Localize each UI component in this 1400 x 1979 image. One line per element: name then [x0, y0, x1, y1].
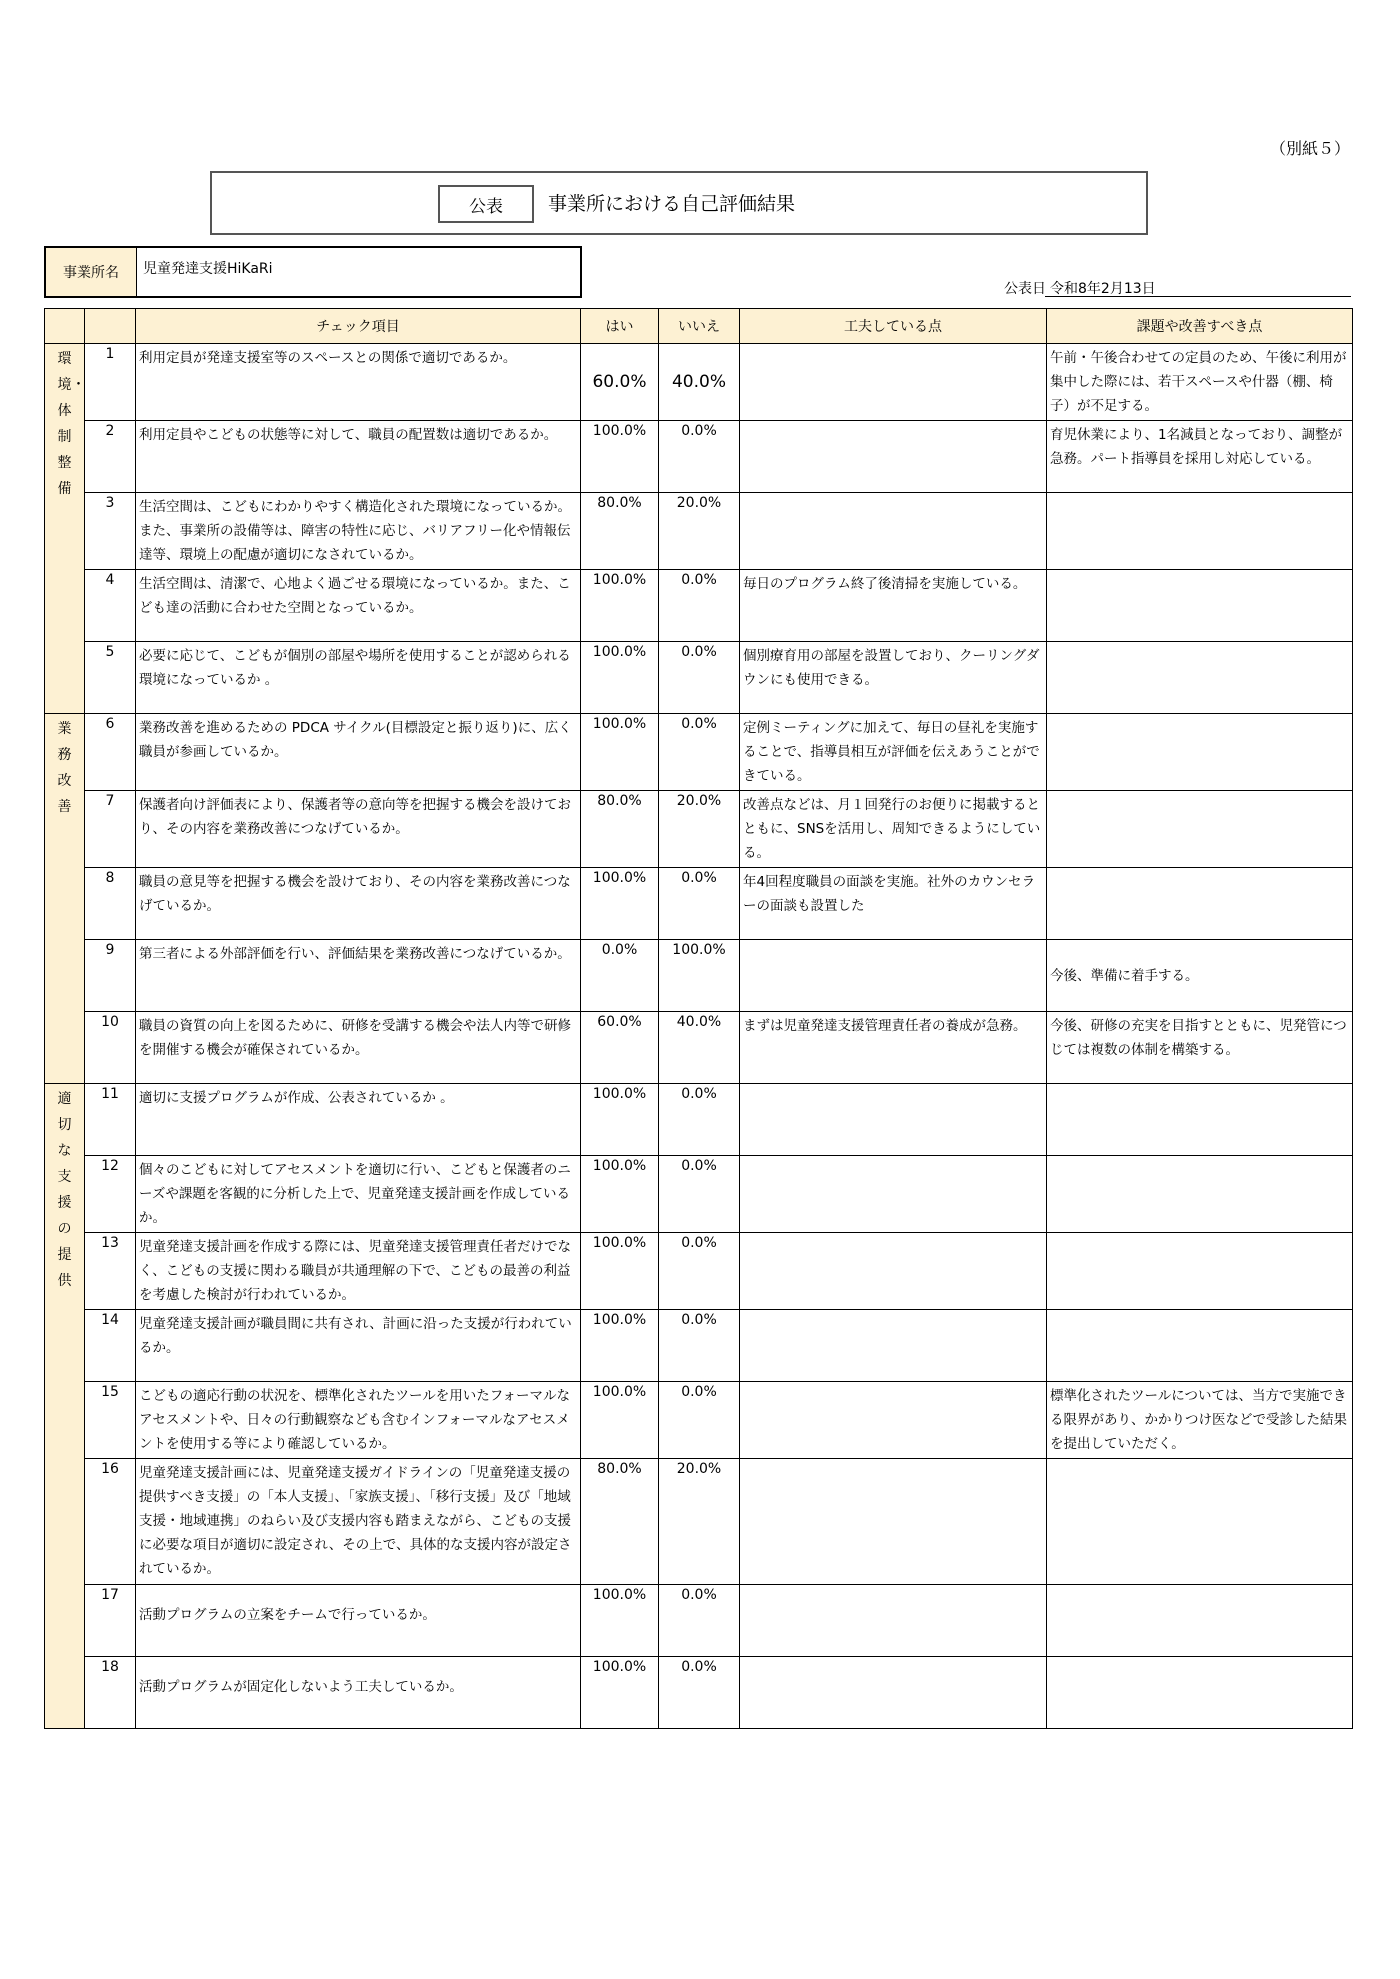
- check-item: 児童発達支援計画には、児童発達支援ガイドラインの「児童発達支援の提供すべき支援」の「本人支援」、「家族支援」、「移行支援」及び「地域支援・地域連携」のねらい及び支援内容も踏まえながら、こどもの支援に必要な項目が適切に設定され、その上で、具体的な支援内容が設定されているか。: [136, 1459, 581, 1585]
- row-number: 4: [85, 570, 136, 642]
- table-row: [45, 1459, 1353, 1585]
- row-number: 8: [85, 868, 136, 940]
- row-number: 12: [85, 1156, 136, 1233]
- issue-note: 標準化されたツールについては、当方で実施できる限界があり、かかりつけ医などで受診した結果を提出していただく。: [1047, 1382, 1353, 1459]
- no-percent: 20.0%: [659, 1459, 740, 1585]
- row-number: 18: [85, 1657, 136, 1729]
- issue-note: [1047, 642, 1353, 714]
- check-item: 児童発達支援計画を作成する際には、児童発達支援管理責任者だけでなく、こどもの支援に関わる職員が共通理解の下で、こどもの最善の利益を考慮した検討が行われているか。: [136, 1233, 581, 1310]
- annex-label: （別紙５）: [1270, 139, 1351, 158]
- yes-percent: 60.0%: [581, 344, 659, 421]
- office-name: 児童発達支援HiKaRi: [143, 261, 273, 277]
- yes-percent: 100.0%: [581, 1585, 659, 1657]
- yes-percent: 80.0%: [581, 791, 659, 868]
- check-item: 活動プログラムの立案をチームで行っているか。: [136, 1585, 581, 1657]
- section-business-improvement: [45, 714, 85, 1084]
- table-row: [45, 421, 1353, 493]
- office-box: [44, 246, 582, 298]
- row-number: 5: [85, 642, 136, 714]
- issue-note: 午前・午後合わせての定員のため、午後に利用が集中した際には、若干スペースや什器（棚、椅子）が不足する。: [1047, 344, 1353, 421]
- yes-percent: 80.0%: [581, 1459, 659, 1585]
- header-check-item: チェック項目: [136, 309, 581, 344]
- effort-note: [740, 1310, 1047, 1382]
- section-label: 環境・体制整備: [57, 351, 86, 497]
- row-number: 10: [85, 1012, 136, 1084]
- effort-note: [740, 1657, 1047, 1729]
- row-number: 16: [85, 1459, 136, 1585]
- effort-note: 毎日のプログラム終了後清掃を実施している。: [740, 570, 1047, 642]
- issue-note: 今後、研修の充実を目指すとともに、児発管につじては複数の体制を構築する。: [1047, 1012, 1353, 1084]
- table-row: [45, 1156, 1353, 1233]
- table-row: [45, 1657, 1353, 1729]
- section-environment: [45, 344, 85, 714]
- table-row: [45, 1084, 1353, 1156]
- no-percent: 0.0%: [659, 1310, 740, 1382]
- evaluation-table: [44, 308, 1353, 1729]
- no-percent: 0.0%: [659, 714, 740, 791]
- row-number: 6: [85, 714, 136, 791]
- no-percent: 0.0%: [659, 868, 740, 940]
- row-number: 14: [85, 1310, 136, 1382]
- table-row: [45, 868, 1353, 940]
- yes-percent: 100.0%: [581, 1310, 659, 1382]
- issue-note: [1047, 1459, 1353, 1585]
- publication-badge: 公表: [438, 185, 534, 223]
- no-percent: 40.0%: [659, 344, 740, 421]
- issue-note: [1047, 1233, 1353, 1310]
- no-percent: 0.0%: [659, 642, 740, 714]
- issue-note: [1047, 1084, 1353, 1156]
- table-row: [45, 1310, 1353, 1382]
- no-percent: 0.0%: [659, 1382, 740, 1459]
- effort-note: [740, 940, 1047, 1012]
- check-item: 生活空間は、こどもにわかりやすく構造化された環境になっているか。また、事業所の設備等は、障害の特性に応じ、バリアフリー化や情報伝達等、環境上の配慮が適切になされているか。: [136, 493, 581, 570]
- issue-note: [1047, 570, 1353, 642]
- table-row: [45, 493, 1353, 570]
- row-number: 3: [85, 493, 136, 570]
- check-item: 利用定員やこどもの状態等に対して、職員の配置数は適切であるか。: [136, 421, 581, 493]
- table-row: [45, 570, 1353, 642]
- effort-note: 定例ミーティングに加えて、毎日の昼礼を実施することで、指導員相互が評価を伝えあうことができている。: [740, 714, 1047, 791]
- issue-note: [1047, 868, 1353, 940]
- yes-percent: 100.0%: [581, 570, 659, 642]
- effort-note: 個別療育用の部屋を設置しており、クーリングダウンにも使用できる。: [740, 642, 1047, 714]
- table-row: [45, 791, 1353, 868]
- header-yes: はい: [581, 309, 659, 344]
- effort-note: [740, 1233, 1047, 1310]
- yes-percent: 100.0%: [581, 642, 659, 714]
- effort-note: [740, 421, 1047, 493]
- effort-note: [740, 1585, 1047, 1657]
- issue-note: 育児休業により、1名減員となっており、調整が急務。パート指導員を採用し対応している。: [1047, 421, 1353, 493]
- no-percent: 0.0%: [659, 1233, 740, 1310]
- effort-note: [740, 1084, 1047, 1156]
- check-item: 活動プログラムが固定化しないよう工夫しているか。: [136, 1657, 581, 1729]
- no-percent: 100.0%: [659, 940, 740, 1012]
- issue-note: [1047, 493, 1353, 570]
- table-row: [45, 1233, 1353, 1310]
- header-issue: 課題や改善すべき点: [1047, 309, 1353, 344]
- check-item: 必要に応じて、こどもが個別の部屋や場所を使用することが認められる環境になっているか 。: [136, 642, 581, 714]
- issue-note: [1047, 1657, 1353, 1729]
- table-row: [45, 940, 1353, 1012]
- effort-note: [740, 1382, 1047, 1459]
- row-number: 1: [85, 344, 136, 421]
- section-label: 適切な支援の提供: [57, 1091, 72, 1289]
- effort-note: [740, 344, 1047, 421]
- table-row: [45, 1585, 1353, 1657]
- check-item: 職員の資質の向上を図るために、研修を受講する機会や法人内等で研修を開催する機会が確保されているか。: [136, 1012, 581, 1084]
- no-percent: 0.0%: [659, 1084, 740, 1156]
- check-item: 個々のこどもに対してアセスメントを適切に行い、こどもと保護者のニーズや課題を客観的に分析した上で、児童発達支援計画を作成しているか。: [136, 1156, 581, 1233]
- row-number: 17: [85, 1585, 136, 1657]
- yes-percent: 100.0%: [581, 1382, 659, 1459]
- issue-note: [1047, 791, 1353, 868]
- no-percent: 0.0%: [659, 1585, 740, 1657]
- check-item: 第三者による外部評価を行い、評価結果を業務改善につなげているか。: [136, 940, 581, 1012]
- effort-note: [740, 1459, 1047, 1585]
- row-number: 13: [85, 1233, 136, 1310]
- publication-date: [1000, 278, 1156, 298]
- issue-note: [1047, 714, 1353, 791]
- row-number: 7: [85, 791, 136, 868]
- section-appropriate-support: [45, 1084, 85, 1729]
- check-item: 業務改善を進めるための PDCA サイクル(目標設定と振り返り)に、広く職員が参画しているか。: [136, 714, 581, 791]
- header-number: [85, 309, 136, 344]
- yes-percent: 100.0%: [581, 868, 659, 940]
- yes-percent: 100.0%: [581, 1233, 659, 1310]
- check-item: 適切に支援プログラムが作成、公表されているか 。: [136, 1084, 581, 1156]
- table-row: [45, 344, 1353, 421]
- page-title: 事業所における自己評価結果: [548, 193, 796, 215]
- yes-percent: 100.0%: [581, 1156, 659, 1233]
- no-percent: 20.0%: [659, 493, 740, 570]
- office-label: 事業所名: [46, 248, 137, 296]
- yes-percent: 60.0%: [581, 1012, 659, 1084]
- no-percent: 0.0%: [659, 1657, 740, 1729]
- no-percent: 0.0%: [659, 1156, 740, 1233]
- effort-note: 年4回程度職員の面談を実施。社外のカウンセラーの面談も設置した: [740, 868, 1047, 940]
- table-row: [45, 1012, 1353, 1084]
- no-percent: 40.0%: [659, 1012, 740, 1084]
- issue-note: [1047, 1585, 1353, 1657]
- issue-note: [1047, 1156, 1353, 1233]
- check-item: 保護者向け評価表により、保護者等の意向等を把握する機会を設けており、その内容を業務改善につなげているか。: [136, 791, 581, 868]
- check-item: こどもの適応行動の状況を、標準化されたツールを用いたフォーマルなアセスメントや、日々の行動観察なども含むインフォーマルなアセスメントを使用する等により確認しているか。: [136, 1382, 581, 1459]
- publication-date-underline: [1045, 296, 1351, 297]
- table-row: [45, 642, 1353, 714]
- yes-percent: 80.0%: [581, 493, 659, 570]
- row-number: 11: [85, 1084, 136, 1156]
- yes-percent: 100.0%: [581, 1657, 659, 1729]
- yes-percent: 100.0%: [581, 1084, 659, 1156]
- issue-note: 今後、準備に着手する。: [1047, 940, 1353, 1012]
- yes-percent: 100.0%: [581, 421, 659, 493]
- no-percent: 20.0%: [659, 791, 740, 868]
- publication-date-value: 令和8年2月13日: [1050, 281, 1156, 297]
- section-label: 業務改善: [57, 721, 72, 815]
- table-row: [45, 1382, 1353, 1459]
- header-no: いいえ: [659, 309, 740, 344]
- header-section: [45, 309, 85, 344]
- no-percent: 0.0%: [659, 421, 740, 493]
- no-percent: 0.0%: [659, 570, 740, 642]
- yes-percent: 0.0%: [581, 940, 659, 1012]
- effort-note: 改善点などは、月１回発行のお便りに掲載するとともに、SNSを活用し、周知できるようにしている。: [740, 791, 1047, 868]
- check-item: 生活空間は、清潔で、心地よく過ごせる環境になっているか。また、こども達の活動に合わせた空間となっているか。: [136, 570, 581, 642]
- effort-note: [740, 1156, 1047, 1233]
- yes-percent: 100.0%: [581, 714, 659, 791]
- issue-note: [1047, 1310, 1353, 1382]
- effort-note: まずは児童発達支援管理責任者の養成が急務。: [740, 1012, 1047, 1084]
- header-effort: 工夫している点: [740, 309, 1047, 344]
- table-row: [45, 714, 1353, 791]
- publication-date-label: 公表日: [1004, 281, 1046, 297]
- check-item: 児童発達支援計画が職員間に共有され、計画に沿った支援が行われているか。: [136, 1310, 581, 1382]
- title-box: [210, 171, 1148, 235]
- row-number: 15: [85, 1382, 136, 1459]
- row-number: 2: [85, 421, 136, 493]
- check-item: 職員の意見等を把握する機会を設けており、その内容を業務改善につなげているか。: [136, 868, 581, 940]
- table-header-row: [45, 309, 1353, 344]
- effort-note: [740, 493, 1047, 570]
- check-item: 利用定員が発達支援室等のスペースとの関係で適切であるか。: [136, 344, 581, 421]
- row-number: 9: [85, 940, 136, 1012]
